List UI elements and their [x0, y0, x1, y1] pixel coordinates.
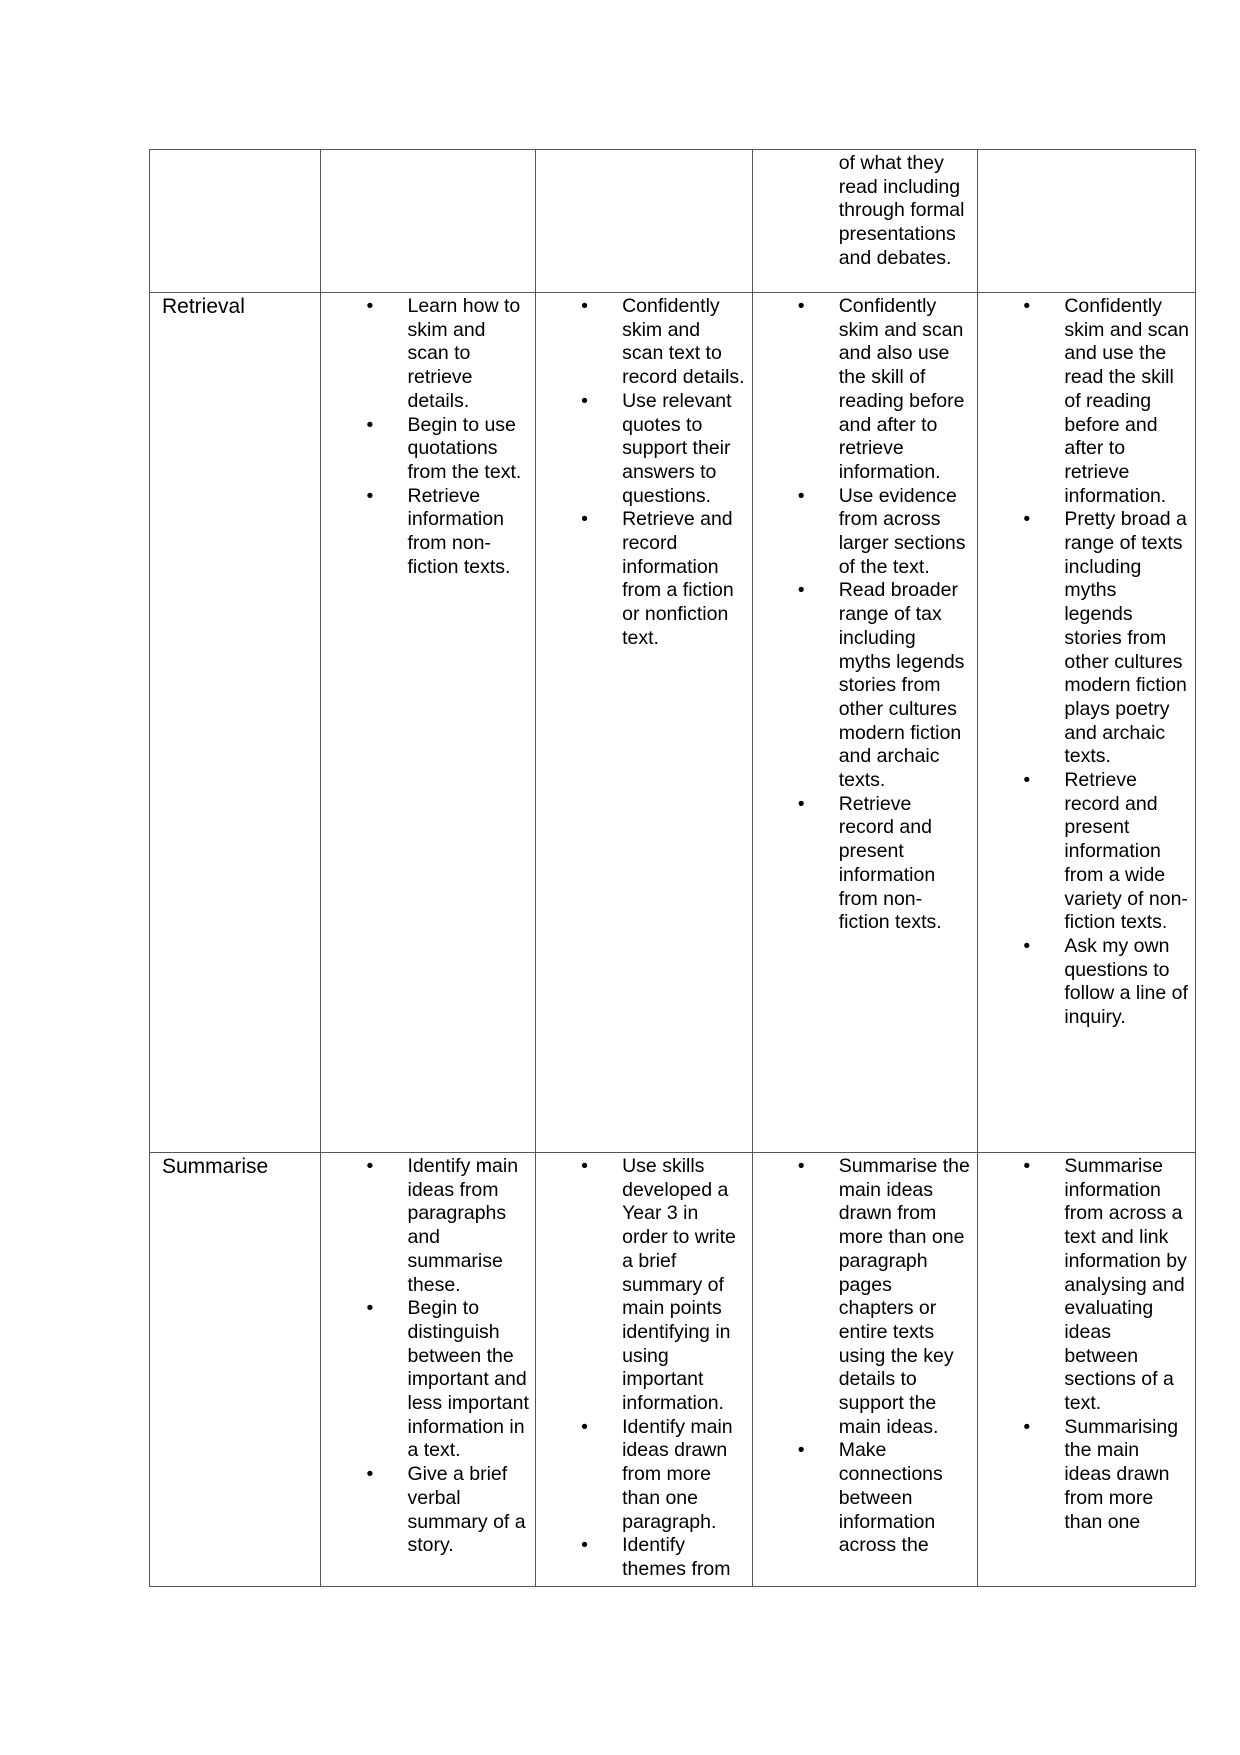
bullet-icon: • — [1023, 1415, 1031, 1438]
list-item — [753, 485, 978, 580]
table-cell — [752, 150, 978, 293]
table-cell — [321, 293, 536, 1153]
row-label-summarise: Summarise — [150, 1153, 321, 1587]
bullet-icon: • — [797, 1439, 805, 1462]
table-cell — [321, 1153, 536, 1587]
list-item-text: Use skills developed a Year 3 in order to write a brief summary of main points identifying in using important information. — [622, 1155, 736, 1415]
table-cell — [536, 293, 753, 1153]
list-item — [536, 390, 752, 509]
reading-skills-table — [149, 149, 1196, 1587]
list-item-text: Retrieve record and present information from non-fiction texts. — [838, 792, 942, 934]
list-item-text: Summarising the main ideas drawn from more than one — [1064, 1415, 1179, 1533]
bullet-icon: • — [366, 295, 374, 317]
bullet-list — [536, 1153, 752, 1582]
bullet-icon: • — [366, 1155, 374, 1177]
list-item-text: Summarise information from across a text and link information by analysing and evaluating ideas between sections of a text. — [1064, 1155, 1187, 1415]
bullet-icon: • — [581, 1534, 588, 1557]
table-cell — [978, 1153, 1196, 1587]
table-cell — [978, 293, 1196, 1153]
row-label-retrieval: Retrieval — [150, 293, 321, 1153]
bullet-icon: • — [366, 484, 374, 507]
bullet-list — [753, 293, 978, 935]
table-cell — [536, 150, 753, 293]
table-cell — [752, 293, 978, 1153]
list-item — [536, 1155, 752, 1416]
bullet-icon: • — [797, 579, 805, 602]
bullet-icon: • — [366, 1297, 374, 1320]
table-cell — [321, 150, 536, 293]
list-item — [753, 793, 978, 935]
continued-text: of what they read including through formal presentations and debates. — [838, 152, 965, 269]
list-item-text: Ask my own questions to follow a line of inquiry. — [1064, 934, 1188, 1029]
bullet-icon: • — [1023, 769, 1031, 792]
bullet-icon: • — [581, 295, 588, 317]
list-item-text: Make connections between information across the — [838, 1439, 943, 1557]
bullet-icon: • — [1023, 508, 1031, 531]
list-item — [978, 769, 1195, 935]
bullet-list — [978, 293, 1195, 1030]
list-item — [321, 485, 535, 580]
list-item-text: Read broader range of tax including myths legends stories from other cultures modern fiction and archaic texts. — [838, 579, 965, 792]
list-item — [753, 1155, 978, 1439]
table-row-continuation — [150, 150, 1196, 293]
table-row-summarise — [150, 1153, 1196, 1587]
list-item — [536, 1416, 752, 1535]
list-item — [321, 295, 535, 414]
bullet-icon: • — [1023, 1155, 1031, 1177]
bullet-icon: • — [366, 1463, 374, 1486]
list-item — [321, 414, 535, 485]
list-item-text: Retrieve and record information from a fiction or nonfiction text. — [622, 508, 734, 649]
list-item-text: Pretty broad a range of texts including myths legends stories from other cultures modern fiction plays poetry and archaic texts. — [1064, 508, 1187, 768]
list-item — [321, 1463, 535, 1558]
list-item-text: Confidently skim and scan text to record details. — [622, 295, 745, 389]
bullet-icon: • — [797, 1155, 805, 1177]
list-item-text: Give a brief verbal summary of a story. — [407, 1463, 526, 1557]
bullet-icon: • — [366, 413, 374, 436]
list-item-text: Confidently skim and scan and also use the skill of reading before and after to retrieve information. — [838, 295, 965, 483]
list-item — [978, 295, 1195, 508]
list-item-text: Summarise the main ideas drawn from more than one paragraph pages chapters or entire texts using the key details to support the main ideas. — [838, 1155, 970, 1438]
list-item-text: Use evidence from across larger sections of the text. — [838, 484, 966, 578]
list-item — [978, 508, 1195, 769]
list-item — [536, 295, 752, 390]
list-item — [321, 1155, 535, 1297]
list-item-text: Retrieve information from non-fiction texts. — [407, 484, 511, 578]
list-item-text: Identify main ideas drawn from more than one paragraph. — [622, 1415, 733, 1533]
bullet-list — [536, 293, 752, 651]
list-item — [753, 295, 978, 485]
list-item-text: Use relevant quotes to support their answers to questions. — [622, 389, 732, 507]
table-cell — [150, 150, 321, 293]
table-row-retrieval — [150, 293, 1196, 1153]
list-item-text: Learn how to skim and scan to retrieve details. — [407, 295, 521, 412]
bullet-list — [321, 1153, 535, 1558]
list-item — [978, 1416, 1195, 1535]
bullet-icon: • — [581, 1155, 588, 1177]
bullet-list — [753, 1153, 978, 1558]
list-item-text: Identify main ideas from paragraphs and summarise these. — [407, 1155, 519, 1296]
table-cell — [978, 150, 1196, 293]
list-item-text: Identify themes from — [622, 1534, 731, 1580]
bullet-icon: • — [797, 792, 805, 815]
bullet-list — [321, 293, 535, 579]
bullet-icon: • — [797, 484, 805, 507]
list-item — [536, 1534, 752, 1581]
list-item-text: Retrieve record and present information from a wide variety of non-fiction texts. — [1064, 769, 1188, 934]
list-item — [321, 1297, 535, 1463]
bullet-icon: • — [1023, 934, 1031, 957]
list-item-text: Begin to use quotations from the text. — [407, 413, 522, 483]
bullet-icon: • — [581, 508, 588, 531]
list-item — [978, 1155, 1195, 1416]
list-item-text: Begin to distinguish between the important and less important information in a text. — [407, 1297, 529, 1462]
list-item — [753, 579, 978, 792]
table-cell — [536, 1153, 753, 1587]
table-cell — [752, 1153, 978, 1587]
list-item — [536, 508, 752, 650]
list-item-text: Confidently skim and scan and use the read the skill of reading before and after to retrieve information. — [1064, 295, 1189, 507]
bullet-icon: • — [581, 1415, 588, 1438]
list-item — [753, 1439, 978, 1558]
bullet-icon: • — [581, 389, 588, 412]
bullet-list — [978, 1153, 1195, 1534]
bullet-icon: • — [797, 295, 805, 317]
list-item — [978, 935, 1195, 1030]
bullet-icon: • — [1023, 295, 1031, 317]
